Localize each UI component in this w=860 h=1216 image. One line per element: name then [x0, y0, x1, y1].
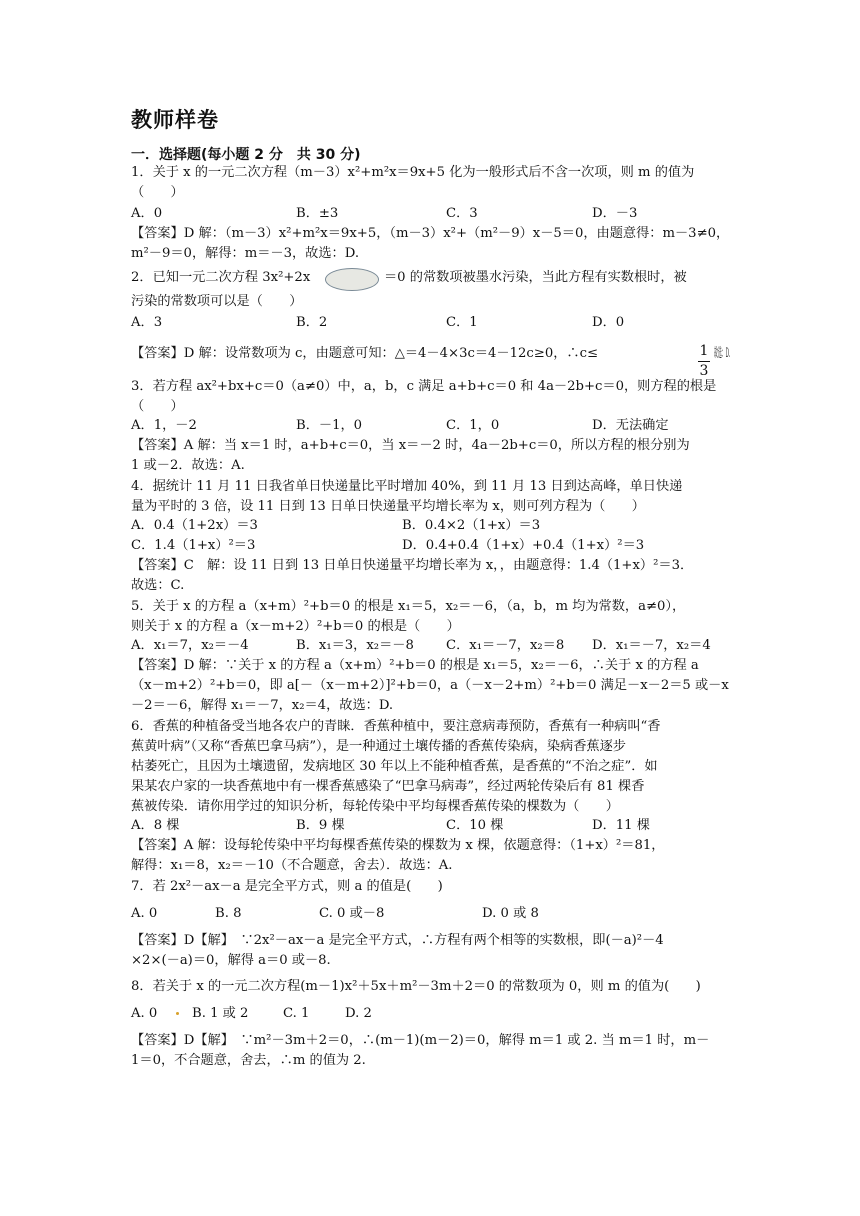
question-2-answer: 【答案】D 解：设常数项为 c，由题意可知：△＝4－4×3c＝4－12c≥0，∴c≤ [131, 346, 599, 361]
question-6-text-3: 枯萎死亡，且因为土壤遗留，发病地区 30 年以上不能种植香蕉，是香蕉的“不治之症”．如 [131, 759, 658, 774]
question-6-answer: 【答案】A 解：设每轮传染中平均每棵香蕉传染的棵数为 x 棵，依题意得：（1+x）²＝81， [131, 838, 665, 853]
question-6-text-5: 蕉被传染．请你用学过的知识分析，每轮传染中平均每棵香蕉传染的棵数为（ ） [131, 799, 619, 814]
question-6-text-4: 果某农户家的一块香蕉地中有一棵香蕉感染了“巴拿马病毒”，经过两轮传染后有 81 棵香 [131, 779, 645, 794]
question-6-answer-cont: 解得：x₁＝8，x₂＝－10（不合题意，舍去）．故选：A. [131, 858, 453, 873]
question-7-answer: 【答案】D【解】 ∵2x²－ax－a 是完全平方式，∴方程有两个相等的实数根，即(－a)²－4 [131, 933, 664, 948]
question-6-option-c: C．10 棵 [446, 818, 504, 833]
question-5-text-cont: 则关于 x 的方程 a（x－m+2）²+b＝0 的根是（ ） [131, 619, 460, 634]
ink-blot [325, 268, 379, 291]
question-6-option-d: D．11 棵 [592, 818, 650, 833]
question-4-answer-cont: 故选：C. [131, 578, 185, 593]
question-7-option-c: C. 0 或－8 [319, 906, 385, 921]
question-2-answer-end: 故选：D. [714, 346, 730, 361]
question-8-option-b: B. 1 或 2 [192, 1006, 249, 1021]
question-8-text: 8．若关于 x 的一元二次方程(m－1)x²＋5x＋m²－3m＋2＝0 的常数项为 0，则 m 的值为( ) [131, 979, 701, 994]
question-6-option-a: A．8 棵 [131, 818, 180, 833]
question-5-text: 5．关于 x 的方程 a（x+m）²+b＝0 的根是 x₁＝5，x₂＝－6，（a，b，m 均为常数，a≠0）， [131, 599, 686, 614]
question-5-answer: 【答案】D 解：∵关于 x 的方程 a（x+m）²+b＝0 的根是 x₁＝5，x₂＝－6，∴关于 x 的方程 a [131, 658, 699, 673]
question-7-option-d: D. 0 或 8 [482, 906, 539, 921]
fraction-denominator: 3 [699, 363, 709, 379]
question-2-text-cont: 污染的常数项可以是（ ） [131, 294, 303, 309]
question-3-option-b: B．－1，0 [296, 418, 363, 433]
question-5-option-b: B．x₁＝3，x₂＝－8 [296, 638, 414, 653]
question-1-answer: 【答案】D 解：（m－3）x²+m²x＝9x+5，（m－3）x²+（m²－9）x－5＝0，由题意得：m－3≠0， [131, 226, 730, 241]
question-5-option-a: A．x₁＝7，x₂＝－4 [131, 638, 249, 653]
question-7-option-a: A. 0 [131, 906, 158, 921]
question-2-option-b: B．2 [296, 315, 328, 330]
question-4-option-b: B．0.4×2（1+x）＝3 [402, 518, 541, 533]
question-4-option-c: C．1.4（1+x）²＝3 [131, 538, 256, 553]
question-1-option-d: D．－3 [592, 206, 638, 221]
question-1-bracket: （ ） [131, 185, 184, 200]
question-8-option-c: C. 1 [283, 1006, 310, 1021]
question-4-text: 4．据统计 11 月 11 日我省单日快递量比平时增加 40%，到 11 月 13 日到达高峰，单日快递 [131, 479, 683, 494]
question-8-option-a: A. 0 [131, 1006, 158, 1021]
question-2-text-start: 2．已知一元二次方程 3x²+2x [131, 270, 311, 285]
question-1-option-b: B．±3 [296, 206, 339, 221]
question-8-option-d: D. 2 [345, 1006, 372, 1021]
question-8-answer-cont: 1＝0，不合题意，舍去，∴m 的值为 2. [131, 1053, 366, 1068]
fraction-one-third [698, 343, 710, 380]
question-4-text-cont: 量为平时的 3 倍，设 11 日到 13 日单日快递量平均增长率为 x，则可列方程为（ ） [131, 499, 645, 514]
question-3-bracket: （ ） [131, 399, 184, 414]
question-2-option-a: A．3 [131, 315, 163, 330]
question-2-option-d: D．0 [592, 315, 625, 330]
question-3-option-a: A．1，－2 [131, 418, 197, 433]
question-5-option-c: C．x₁＝－7，x₂＝8 [446, 638, 565, 653]
question-3-answer-cont: 1 或－2．故选：A. [131, 458, 245, 473]
question-3-text: 3．若方程 ax²+bx+c＝0（a≠0）中，a，b，c 满足 a+b+c＝0 和 4a－2b+c＝0，则方程的根是 [131, 379, 717, 394]
question-1-text: 1．关于 x 的一元二次方程（m－3）x²+m²x＝9x+5 化为一般形式后不含一次项，则 m 的值为 [131, 165, 695, 180]
question-3-option-d: D．无法确定 [592, 418, 669, 433]
question-1-option-c: C．3 [446, 206, 478, 221]
question-7-option-b: B. 8 [215, 906, 242, 921]
fraction-numerator: 1 [699, 343, 709, 359]
question-2-text-end: ＝0 的常数项被墨水污染，当此方程有实数根时，被 [384, 270, 687, 285]
question-4-option-d: D．0.4+0.4（1+x）+0.4（1+x）²＝3 [402, 538, 645, 553]
question-1-option-a: A．0 [131, 206, 163, 221]
question-8-answer: 【答案】D【解】 ∵m²－3m＋2＝0，∴(m－1)(m－2)＝0，解得 m＝1 或 2. 当 m＝1 时，m－ [131, 1033, 710, 1048]
section-heading: 一．选择题(每小题 2 分 共 30 分) [131, 147, 361, 163]
question-1-answer-cont: m²－9＝0，解得：m＝－3，故选：D. [131, 246, 360, 261]
question-7-answer-cont: ×2×(－a)＝0，解得 a＝0 或－8. [131, 953, 331, 968]
question-3-answer: 【答案】A 解：当 x＝1 时，a+b+c＝0，当 x＝－2 时，4a－2b+c＝0，所以方程的根分别为 [131, 438, 690, 453]
question-5-answer-end: －2＝－6，解得 x₁＝－7，x₂＝4，故选：D. [131, 698, 394, 713]
page-title: 教师样卷 [131, 108, 219, 132]
question-2-option-c: C．1 [446, 315, 478, 330]
question-5-option-d: D．x₁＝－7，x₂＝4 [592, 638, 711, 653]
question-5-answer-cont: （x－m+2）²+b＝0，即 a[－（x－m+2）]²+b＝0，a（－x－2+m）²+b＝0 满足－x－2＝5 或－x [131, 678, 729, 693]
question-3-option-c: C．1，0 [446, 418, 500, 433]
question-6-text: 6．香蕉的种植备受当地各农户的青睐．香蕉种植中，要注意病毒预防，香蕉有一种病叫“香 [131, 719, 661, 734]
question-4-answer: 【答案】C 解：设 11 日到 13 日单日快递量平均增长率为 x，，由题意得：1.4（1+x）²＝3． [131, 558, 694, 573]
question-6-option-b: B．9 棵 [296, 818, 345, 833]
question-7-text: 7．若 2x²－ax－a 是完全平方式，则 a 的值是( ) [131, 879, 443, 894]
question-4-option-a: A．0.4（1+2x）＝3 [131, 518, 258, 533]
fraction-bar [698, 361, 710, 362]
question-6-text-2: 蕉黄叶病”（又称“香蕉巴拿马病”），是一种通过土壤传播的香蕉传染病，染病香蕉逐步 [131, 739, 626, 754]
stray-mark [176, 1012, 179, 1015]
